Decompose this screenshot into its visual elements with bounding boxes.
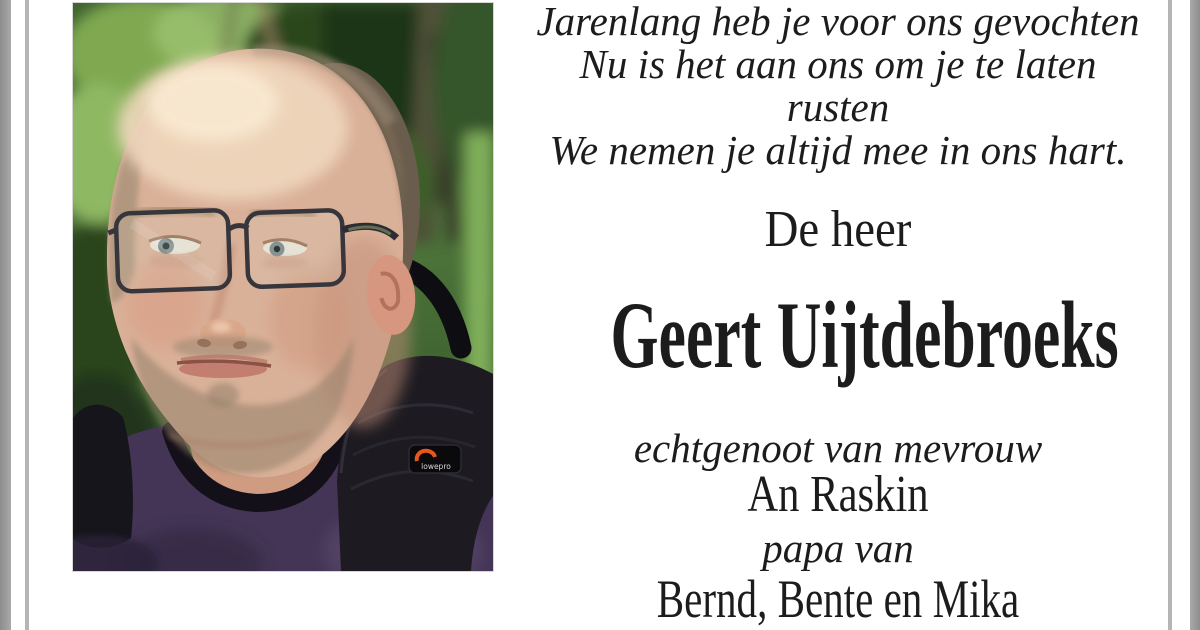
relation-label-father: papa van — [762, 525, 914, 571]
poem-line: rusten — [786, 84, 890, 130]
poem-line: Jarenlang heb je voor ons gevochten — [536, 0, 1140, 44]
poem-line: We nemen je altijd mee in ons hart. — [549, 127, 1127, 173]
left-backpack-strap — [73, 405, 133, 548]
strap-logo-patch — [409, 445, 461, 473]
announcement-text — [488, 0, 1188, 630]
memorial-poem — [488, 0, 1188, 172]
salutation: De heer — [764, 201, 912, 258]
children-names: Bernd, Bente en Mika — [656, 569, 1020, 629]
spouse-name: An Raskin — [747, 466, 929, 523]
deceased-name: Geert Uijtdebroeks — [610, 282, 1119, 388]
strap-logo-text: lowepro — [421, 462, 451, 471]
right-edge-band — [1190, 0, 1200, 630]
deceased-portrait-photo — [73, 3, 493, 571]
left-edge-band — [0, 0, 11, 630]
relation-label-spouse: echtgenoot van mevrouw — [633, 425, 1043, 471]
poem-line: Nu is het aan ons om je te laten — [579, 41, 1097, 87]
head — [107, 49, 420, 478]
left-border-line — [25, 0, 29, 630]
portrait-illustration — [73, 3, 493, 571]
